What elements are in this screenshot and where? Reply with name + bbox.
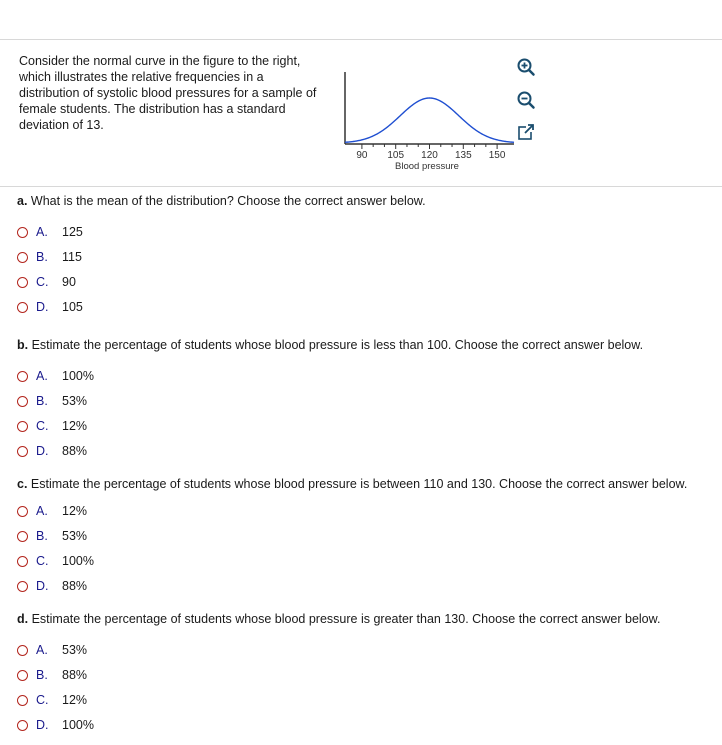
zoom-in-icon [516,57,536,77]
top-divider [0,39,722,40]
question-part-label: b. [17,338,29,352]
popout-button[interactable] [513,121,539,143]
radio-button[interactable] [17,670,28,681]
question-text: Estimate the percentage of students whose blood pressure is less than 100. Choose the correct answer below. [31,338,644,352]
question-1-prompt [17,194,426,208]
question-part-label: d. [17,612,29,626]
radio-button[interactable] [17,252,28,263]
option-value: 53% [62,643,88,657]
answer-option-1-b[interactable] [17,248,82,266]
answer-option-2-d[interactable] [17,442,87,460]
answer-option-4-b[interactable] [17,666,87,684]
question-part-label: c. [17,477,28,491]
question-text: What is the mean of the distribution? Choose the correct answer below. [30,194,426,208]
answer-option-4-a[interactable] [17,641,87,659]
option-value: 88% [62,579,88,593]
normal-curve-figure [342,70,518,175]
answer-option-3-a[interactable] [17,502,87,520]
zoom-out-button[interactable] [513,89,539,111]
x-tick-label: 150 [488,150,506,161]
option-value: 115 [62,250,82,264]
zoom-in-button[interactable] [513,56,539,78]
normal-curve-line [345,98,514,142]
option-letter: D. [36,444,49,458]
radio-button[interactable] [17,506,28,517]
normal-curve-svg [342,70,518,175]
x-tick-label: 120 [421,150,438,161]
question-2-prompt [17,338,643,352]
answer-option-2-c[interactable] [17,417,87,435]
option-letter: A. [36,643,48,657]
radio-button[interactable] [17,277,28,288]
option-value: 105 [62,300,83,314]
option-letter: A. [36,504,48,518]
option-letter: B. [36,668,48,682]
option-letter: D. [36,579,49,593]
problem-statement: Consider the normal curve in the figure to the right, which illustrates the relative frequencies in a distribution of systolic blood pressures for a sample of female students. The distribution has a standard deviation of 13. [19,54,317,132]
option-letter: D. [36,718,49,732]
answer-option-2-b[interactable] [17,392,87,410]
answer-option-4-d[interactable] [17,716,94,734]
option-value: 12% [62,504,88,518]
option-letter: C. [36,693,49,707]
radio-button[interactable] [17,720,28,731]
answer-option-4-c[interactable] [17,691,87,709]
option-value: 90 [62,275,76,289]
option-letter: A. [36,369,48,383]
question-3-prompt [17,477,687,491]
question-part-label: a. [17,194,28,208]
radio-button[interactable] [17,531,28,542]
answer-option-2-a[interactable] [17,367,94,385]
answer-option-1-d[interactable] [17,298,83,316]
radio-button[interactable] [17,446,28,457]
option-letter: A. [36,225,48,239]
option-value: 100% [62,554,94,568]
answer-option-1-a[interactable] [17,223,83,241]
radio-button[interactable] [17,556,28,567]
option-letter: B. [36,394,48,408]
x-tick-label: 90 [356,150,368,161]
answer-option-3-c[interactable] [17,552,94,570]
question-4-prompt [17,612,660,626]
option-letter: B. [36,250,48,264]
option-value: 12% [62,419,88,433]
option-value: 100% [62,718,94,732]
option-value: 12% [62,693,88,707]
option-value: 88% [62,444,88,458]
radio-button[interactable] [17,695,28,706]
x-tick-label: 105 [387,150,405,161]
radio-button[interactable] [17,302,28,313]
option-letter: D. [36,300,49,314]
question-text: Estimate the percentage of students whose blood pressure is greater than 130. Choose the correct answer below. [31,612,661,626]
section-divider [0,186,722,187]
option-value: 88% [62,668,88,682]
zoom-out-icon [516,90,536,110]
radio-button[interactable] [17,645,28,656]
x-tick-label: 135 [454,150,472,161]
option-value: 100% [62,369,94,383]
option-value: 53% [62,529,88,543]
option-letter: C. [36,275,49,289]
radio-button[interactable] [17,371,28,382]
external-link-icon [516,122,536,142]
radio-button[interactable] [17,421,28,432]
option-value: 53% [62,394,88,408]
x-axis-label: Blood pressure [395,161,459,172]
option-letter: C. [36,554,49,568]
radio-button[interactable] [17,396,28,407]
answer-option-1-c[interactable] [17,273,76,291]
radio-button[interactable] [17,227,28,238]
option-letter: C. [36,419,49,433]
answer-option-3-d[interactable] [17,577,87,595]
answer-option-3-b[interactable] [17,527,87,545]
option-value: 125 [62,225,83,239]
question-text: Estimate the percentage of students whose blood pressure is between 110 and 130. Choose the correct answer below. [30,477,688,491]
option-letter: B. [36,529,48,543]
radio-button[interactable] [17,581,28,592]
